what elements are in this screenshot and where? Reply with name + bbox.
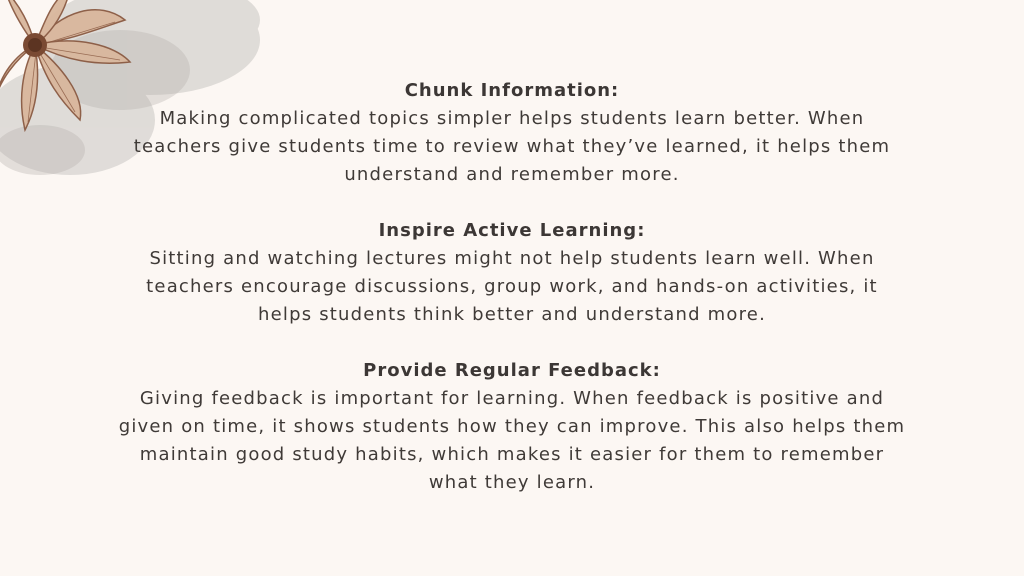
section-inspire-active-learning: [50, 217, 974, 329]
section-heading: Inspire Active Learning:: [378, 220, 646, 241]
body-line: maintain good study habits, which makes it easier for them to remember: [139, 444, 885, 465]
body-line: understand and remember more.: [344, 164, 680, 185]
body-line: given on time, it shows students how they can improve. This also helps them: [118, 416, 906, 437]
section-heading: Chunk Information:: [404, 80, 620, 101]
section-body: [50, 105, 974, 189]
body-line: teachers give students time to review what they’ve learned, it helps them: [133, 136, 891, 157]
section-body: [50, 245, 974, 329]
body-line: teachers encourage discussions, group work, and hands-on activities, it: [146, 276, 878, 297]
section-body: [50, 385, 974, 497]
body-line: helps students think better and understand more.: [257, 304, 767, 325]
slide-content: [50, 77, 974, 525]
section-chunk-information: [50, 77, 974, 189]
body-line: what they learn.: [428, 472, 596, 493]
body-line: Giving feedback is important for learning. When feedback is positive and: [139, 388, 885, 409]
section-provide-regular-feedback: [50, 357, 974, 497]
body-line: Sitting and watching lectures might not help students learn well. When: [149, 248, 875, 269]
section-heading: Provide Regular Feedback:: [363, 360, 661, 381]
body-line: Making complicated topics simpler helps students learn better. When: [159, 108, 865, 129]
